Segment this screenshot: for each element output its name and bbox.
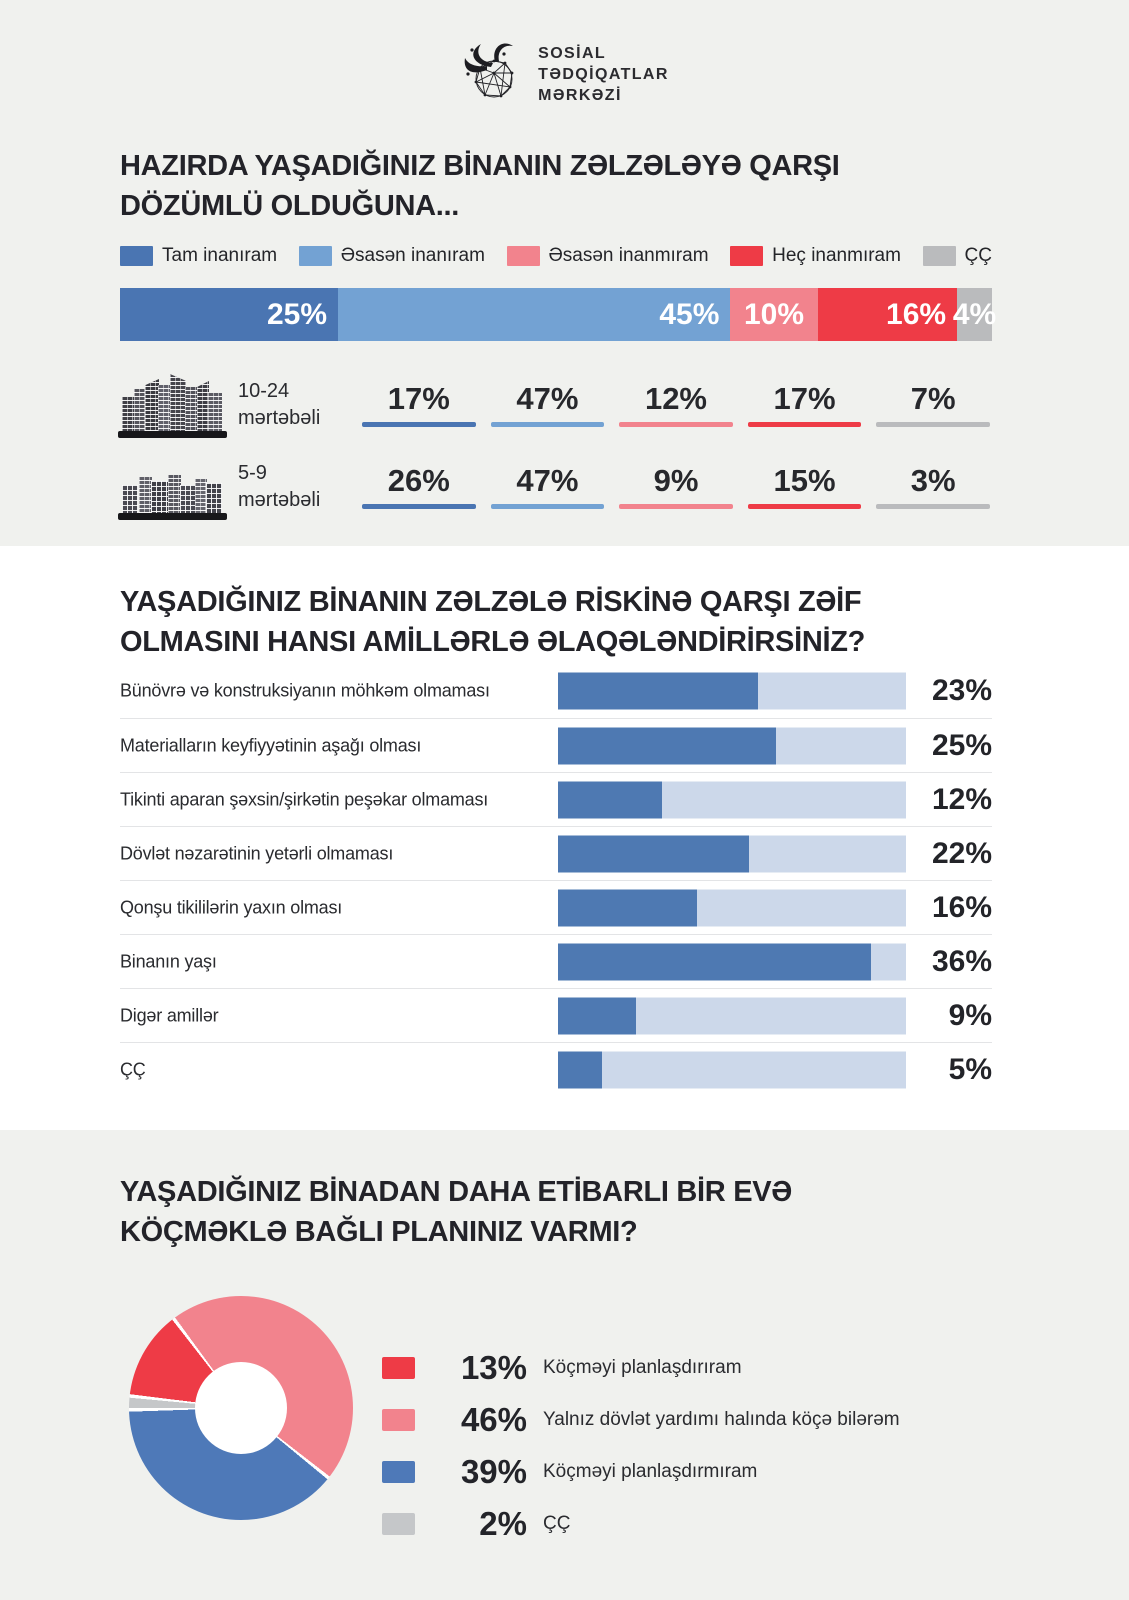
legend-label: Heç inanmıram <box>772 245 901 266</box>
factor-bar-fill <box>558 997 636 1034</box>
cell-value: 9% <box>653 463 699 498</box>
factor-bar-track <box>558 1051 906 1088</box>
move-plan-donut-chart <box>129 1296 353 1520</box>
factor-label: Dövlət nəzarətinin yetərli olmaması <box>120 843 394 863</box>
q2-title-line2: OLMASINI HANSI AMİLLƏRLƏ ƏLAQƏLƏNDİRİRSİNİZ? <box>120 626 866 658</box>
legend-label: Tam inanıram <box>162 245 278 266</box>
legend-item <box>299 245 485 267</box>
factor-label: Materialların keyfiyyətinin aşağı olması <box>120 735 422 755</box>
factor-bar-track <box>558 781 906 818</box>
value-cell <box>619 383 733 427</box>
legend-value: 13% <box>460 1349 527 1386</box>
legend-item <box>730 245 901 267</box>
section-weakness-factors <box>0 546 1129 1130</box>
cell-underline <box>362 504 476 509</box>
cell-value: 17% <box>773 381 836 416</box>
factor-row <box>120 1042 992 1096</box>
brand-name-line2: TƏDQİQATLAR <box>538 66 669 83</box>
legend-label: Yalnız dövlət yardımı halında köçə bilərəm <box>543 1409 900 1430</box>
factor-row <box>120 718 992 772</box>
q3-title-line1: YAŞADIĞINIZ BİNADAN DAHA ETİBARLI BİR EVƏ <box>120 1176 793 1208</box>
legend-label: Köçməyi planlaşdırmıram <box>543 1461 758 1482</box>
cell-underline <box>362 422 476 427</box>
legend-item <box>382 1342 900 1394</box>
legend-item <box>923 245 992 267</box>
factor-bar-fill <box>558 889 697 926</box>
legend-swatch <box>299 246 332 266</box>
floors-range: 5-9 <box>238 462 267 484</box>
value-cell <box>362 465 476 509</box>
factor-row <box>120 880 992 934</box>
value-cell <box>876 383 990 427</box>
stacked-segment <box>818 288 958 341</box>
factor-value: 22% <box>931 836 992 870</box>
segment-value: 10% <box>743 297 804 331</box>
brand-name-line1: SOSİAL <box>538 45 607 62</box>
factor-label: Tikinti aparan şəxsin/şirkətin peşəkar olmaması <box>120 789 489 809</box>
cell-underline <box>748 504 862 509</box>
cell-value: 15% <box>773 463 836 498</box>
row-values <box>362 383 990 427</box>
q2-title-line1: YAŞADIĞINIZ BİNANIN ZƏLZƏLƏ RİSKİNƏ QARŞI ZƏİF <box>120 586 862 618</box>
factor-bar-track <box>558 943 906 980</box>
factor-bar-fill <box>558 673 758 710</box>
value-cell <box>491 465 605 509</box>
legend-item <box>382 1446 900 1498</box>
building-tower <box>206 483 222 513</box>
stacked-segment <box>730 288 817 341</box>
value-cell <box>491 383 605 427</box>
midrise-buildings-icon <box>120 470 225 520</box>
legend-label: ÇÇ <box>543 1513 571 1534</box>
legend-item <box>382 1394 900 1446</box>
segment-value: 45% <box>659 297 720 331</box>
building-tower <box>185 387 198 431</box>
legend-item <box>382 1498 900 1550</box>
factor-value: 36% <box>931 944 992 978</box>
building-tower <box>170 374 186 431</box>
legend-label: Əsasən inanıram <box>340 245 485 266</box>
factor-bar-track <box>558 997 906 1034</box>
cell-value: 47% <box>516 381 579 416</box>
donut-hole <box>195 1362 287 1454</box>
floors-range: 10-24 <box>238 380 290 402</box>
factor-value: 23% <box>931 674 992 707</box>
legend-label: ÇÇ <box>964 245 992 266</box>
q2-title <box>120 582 1020 662</box>
section-earthquake-confidence <box>0 0 1129 546</box>
factor-bar-track <box>558 727 906 764</box>
building-row-5-9 <box>120 450 992 524</box>
q1-title-line1: HAZIRDA YAŞADIĞINIZ BİNANIN ZƏLZƏLƏYƏ QARŞI <box>120 150 840 182</box>
factor-row <box>120 934 992 988</box>
factor-bar-fill <box>558 835 749 872</box>
cell-underline <box>619 422 733 427</box>
floors-word: mərtəbəli <box>238 489 321 511</box>
cell-underline <box>748 422 862 427</box>
building-tower <box>151 481 169 513</box>
factor-bars <box>120 664 992 1096</box>
building-tower <box>158 385 171 431</box>
section-move-plans <box>0 1130 1129 1600</box>
factor-bar-track <box>558 889 906 926</box>
q1-legend <box>120 245 992 267</box>
cell-value: 3% <box>910 463 956 498</box>
legend-swatch <box>923 246 956 266</box>
legend-value: 2% <box>479 1505 527 1542</box>
building-tower <box>122 485 138 513</box>
q3-legend <box>382 1342 900 1550</box>
stacked-segment <box>338 288 730 341</box>
building-tower <box>180 485 196 513</box>
cell-underline <box>491 504 605 509</box>
value-cell <box>619 465 733 509</box>
building-row-label <box>238 378 320 432</box>
factor-value: 16% <box>931 890 992 924</box>
cell-value: 26% <box>387 463 450 498</box>
building-row-label <box>238 460 320 514</box>
factor-value: 9% <box>948 998 992 1032</box>
cell-underline <box>876 422 990 427</box>
cell-value: 12% <box>644 381 707 416</box>
factor-label: ÇÇ <box>120 1059 146 1079</box>
segment-value: 16% <box>886 297 947 331</box>
stacked-segment <box>120 288 338 341</box>
cell-underline <box>619 504 733 509</box>
legend-swatch <box>382 1357 415 1379</box>
factor-row <box>120 988 992 1042</box>
factor-value: 12% <box>931 782 992 816</box>
factor-row <box>120 664 992 718</box>
segment-value: 25% <box>266 297 327 331</box>
factor-label: Bünövrə və konstruksiyanın möhkəm olmaması <box>120 680 490 701</box>
legend-label: Köçməyi planlaşdırıram <box>543 1357 742 1378</box>
building-base <box>118 513 227 520</box>
q3-title <box>120 1172 1020 1252</box>
legend-swatch <box>730 246 763 266</box>
floors-word: mərtəbəli <box>238 407 321 429</box>
factor-bar-track <box>558 673 906 710</box>
value-cell <box>748 383 862 427</box>
legend-label: Əsasən inanmıram <box>548 245 709 266</box>
building-tower <box>208 393 222 431</box>
factor-row <box>120 772 992 826</box>
legend-swatch <box>507 246 540 266</box>
cell-value: 47% <box>516 463 579 498</box>
factor-label: Qonşu tikililərin yaxın olması <box>120 897 343 917</box>
factor-bar-track <box>558 835 906 872</box>
building-tower <box>145 379 159 431</box>
factor-bar-fill <box>558 943 871 980</box>
building-row-10-24 <box>120 368 992 442</box>
value-cell <box>748 465 862 509</box>
legend-swatch <box>382 1461 415 1483</box>
brand-logo <box>0 40 1129 109</box>
q1-total-stacked-bar <box>120 288 997 341</box>
factor-bar-fill <box>558 781 662 818</box>
cell-value: 7% <box>910 381 956 416</box>
row-values <box>362 465 990 509</box>
stacked-segment <box>952 288 997 341</box>
cell-underline <box>876 504 990 509</box>
cell-underline <box>491 422 605 427</box>
factor-label: Binanın yaşı <box>120 951 217 971</box>
value-cell <box>876 465 990 509</box>
q3-title-line2: KÖÇMƏKLƏ BAĞLI PLANINIZ VARMI? <box>120 1216 638 1248</box>
legend-value: 39% <box>460 1453 527 1490</box>
legend-value: 46% <box>460 1401 527 1438</box>
brand-name-line3: MƏRKƏZİ <box>538 87 622 104</box>
factor-label: Digər amillər <box>120 1005 219 1025</box>
legend-swatch <box>382 1409 415 1431</box>
factor-bar-fill <box>558 1051 602 1088</box>
building-base <box>118 431 227 438</box>
factor-row <box>120 826 992 880</box>
value-cell <box>362 383 476 427</box>
q1-title <box>120 146 1020 226</box>
building-tower <box>134 389 146 431</box>
factor-value: 5% <box>948 1052 992 1086</box>
highrise-buildings-icon <box>120 372 225 438</box>
brand-name <box>538 43 669 106</box>
factor-value: 25% <box>931 728 992 762</box>
factor-bar-fill <box>558 727 776 764</box>
q1-title-line2: DÖZÜMLÜ OLDUĞUNA... <box>120 190 460 222</box>
segment-value: 4% <box>952 297 997 331</box>
legend-swatch <box>120 246 153 266</box>
legend-swatch <box>382 1513 415 1535</box>
legend-item <box>120 245 277 267</box>
legend-item <box>507 245 709 267</box>
network-globe-swirl-icon <box>460 40 524 109</box>
cell-value: 17% <box>387 381 450 416</box>
